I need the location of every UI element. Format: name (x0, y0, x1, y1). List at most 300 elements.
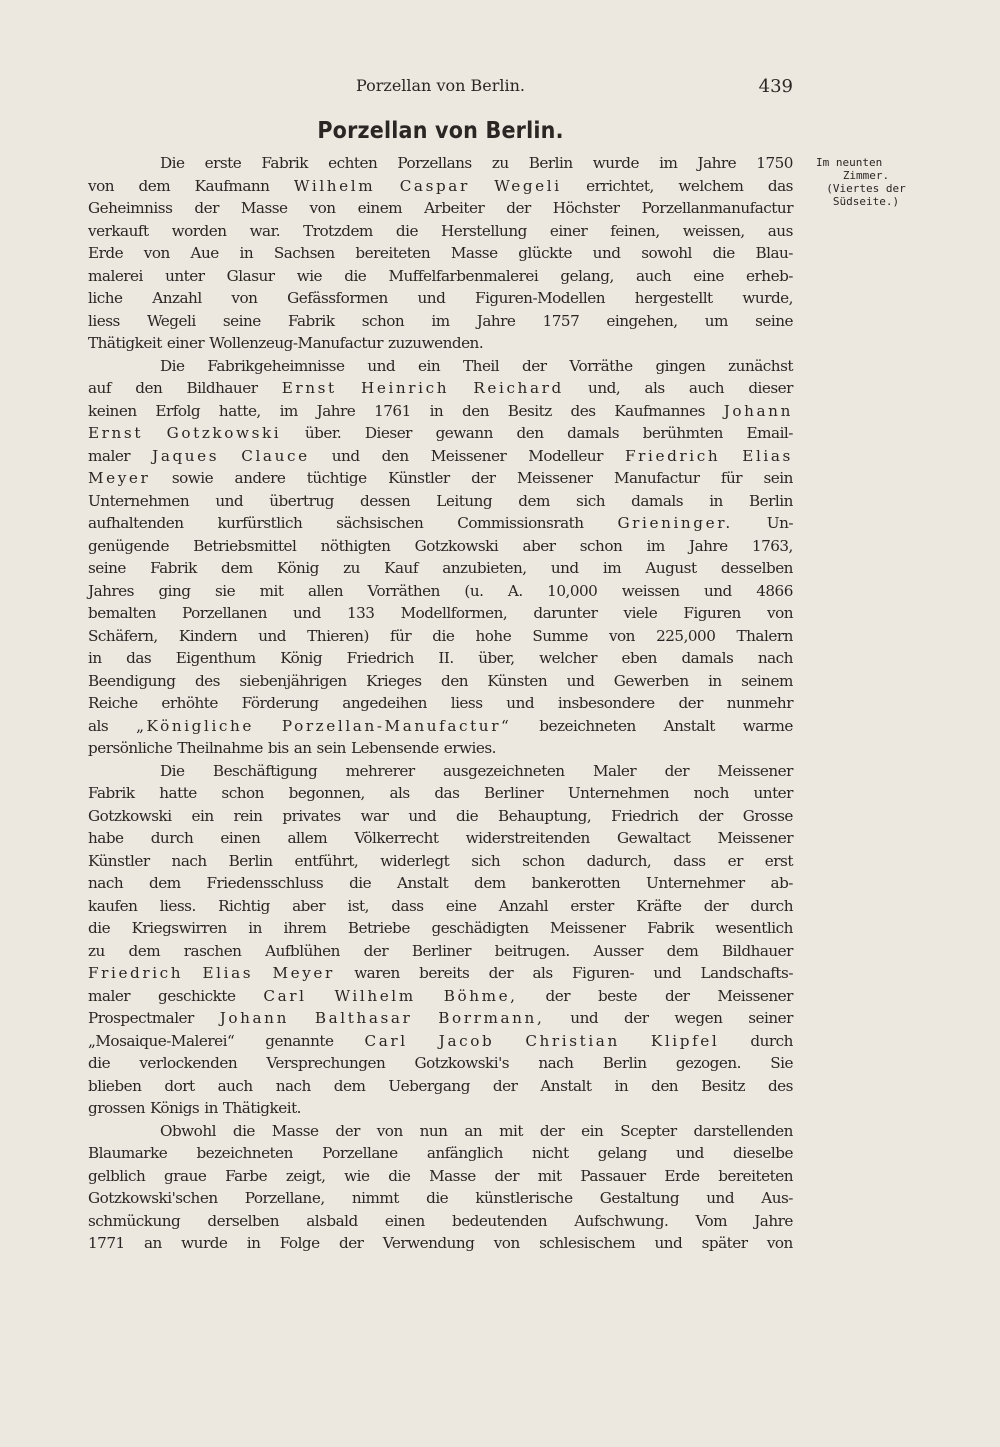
word: Berlin (528, 154, 573, 172)
word: allen (307, 581, 343, 600)
word: die (388, 1166, 411, 1185)
text-line (88, 197, 793, 220)
word: Gewerben (613, 671, 689, 690)
word: von (608, 626, 635, 645)
word: Clauce (241, 446, 310, 465)
text-line (88, 152, 793, 175)
word: für (720, 469, 743, 487)
word: andere (234, 469, 286, 487)
word: und, (588, 379, 621, 397)
word: der (678, 694, 703, 712)
word: des (570, 401, 596, 420)
word: Thätigkeit. (222, 1099, 302, 1117)
word: Carl (263, 986, 307, 1005)
word: derselben (207, 1211, 280, 1230)
word: Commissionsrath (457, 514, 584, 532)
word: der (338, 1234, 364, 1252)
word: Gotzkowski'schen (88, 1189, 218, 1207)
word: auch (217, 1076, 253, 1095)
word: von (376, 1121, 403, 1140)
word: dem (128, 941, 161, 960)
word: gewann (435, 424, 493, 442)
word: Die (160, 761, 185, 780)
word: aufhaltenden (88, 514, 184, 532)
word: einen (220, 829, 261, 847)
text-line (88, 1232, 793, 1255)
word: und (566, 671, 595, 690)
word: schlesischem (539, 1234, 636, 1252)
word: Behauptung, (498, 806, 592, 825)
word: der (363, 941, 389, 960)
word: Summe (532, 626, 588, 645)
word: Betriebe (347, 919, 410, 937)
word: schon (361, 311, 405, 330)
word: Scepter (620, 1121, 677, 1140)
word: sich (576, 491, 605, 510)
word: König (280, 649, 323, 667)
text-line (88, 827, 793, 850)
word: übertrug (269, 491, 334, 510)
word: Manufactur (613, 469, 700, 487)
word: Heinrich (361, 379, 450, 397)
word: Vom (695, 1211, 728, 1230)
word: genannte (265, 1031, 334, 1050)
section-heading: Porzellan von Berlin. (317, 118, 564, 144)
word: siebenjährigen (239, 671, 347, 690)
word: Elias (202, 964, 254, 982)
word: Friedrich (346, 649, 414, 667)
word: war. (249, 221, 281, 240)
word: an (464, 1121, 483, 1140)
word: ein (581, 1121, 604, 1140)
word: verkauft (88, 221, 149, 240)
word: seiner (748, 1009, 793, 1027)
word: in (709, 491, 723, 510)
word: sein (316, 739, 346, 757)
word: liche (88, 289, 123, 307)
word: Sachsen (273, 244, 335, 262)
word: Johann (219, 1009, 289, 1027)
word: und (417, 289, 446, 307)
word: Meissener (517, 469, 593, 487)
word: den (651, 1076, 679, 1095)
word: allem (287, 829, 328, 847)
word: und (367, 356, 396, 375)
word: Kriegswirren (131, 919, 227, 937)
word: worden (171, 221, 227, 240)
text-line (88, 1097, 793, 1120)
word: Berlin (749, 491, 793, 510)
word: A. (507, 581, 523, 600)
word: nun (419, 1121, 448, 1140)
word: Johann (723, 401, 793, 420)
word: Jahre (754, 1211, 793, 1230)
word: ausgezeichneten (442, 761, 565, 780)
word: die (426, 1189, 449, 1207)
word: Fabrik (261, 154, 308, 172)
word: Gotzkowski (88, 806, 172, 825)
word: Balthasar (314, 1009, 413, 1027)
word: seine (88, 559, 126, 577)
word: Aufblühen (265, 941, 340, 960)
margin-note-line: Südseite.) (832, 195, 900, 208)
word: ihrem (283, 919, 327, 937)
word: Wegeli (494, 176, 562, 195)
word: Glasur (226, 266, 275, 285)
word: Geheimniss (88, 199, 173, 217)
word: beitrugen. (494, 941, 570, 960)
word: als (389, 784, 410, 802)
text-line (88, 895, 793, 918)
word: dem (474, 874, 506, 892)
word: von (766, 604, 793, 622)
word: Vorräthen (367, 581, 440, 600)
word: der (623, 1009, 649, 1027)
word: und (676, 1144, 704, 1162)
word: nicht (532, 1144, 569, 1162)
word: die (349, 874, 372, 892)
word: Folge (279, 1234, 320, 1252)
word: Gefässformen (287, 289, 388, 307)
word: der (539, 1121, 565, 1140)
word: Passauer (580, 1166, 646, 1185)
word: aber (522, 536, 556, 555)
word: 4866 (756, 581, 793, 600)
word: dass (391, 896, 424, 915)
word: 1761 (374, 401, 411, 420)
word: Uebergang (388, 1076, 470, 1095)
word: Masse (271, 1121, 319, 1140)
word: desselben (720, 559, 793, 577)
text-line (88, 962, 793, 985)
word: rein (233, 806, 263, 825)
word: den (440, 671, 468, 690)
text-line (88, 220, 793, 243)
word: widerlegt (380, 851, 450, 870)
word: schmückung (88, 1211, 181, 1230)
word: durch (150, 829, 194, 847)
word: Beendigung (88, 671, 176, 690)
word: Caspar (399, 176, 470, 195)
word: Modelleur (528, 446, 603, 465)
word: erheb- (746, 266, 793, 285)
word: den (381, 446, 409, 465)
word: persönliche (88, 739, 173, 757)
text-line (88, 557, 793, 580)
word: um (704, 311, 728, 330)
word: dessen (360, 491, 411, 510)
word: Anstalt (540, 1076, 592, 1095)
word: seine (222, 311, 261, 330)
text-line (88, 535, 793, 558)
word: dem (518, 491, 550, 510)
word: Erde (664, 1166, 700, 1185)
word: die (344, 266, 367, 285)
word: und (706, 1189, 735, 1207)
word: maler (88, 446, 131, 465)
text-line (88, 670, 793, 693)
word: damals (567, 424, 619, 442)
word: von (88, 176, 115, 195)
word: Reiche (88, 694, 138, 712)
word: des (767, 1076, 793, 1095)
word: Erde (88, 244, 124, 262)
word: der (698, 806, 723, 825)
word: der (494, 1166, 519, 1185)
word: nunmehr (726, 694, 793, 712)
word: anzubieten, (442, 559, 527, 577)
word: wurde (592, 154, 640, 172)
word: und (215, 491, 244, 510)
word: grossen (88, 1099, 145, 1117)
word: Friedrich (88, 964, 184, 982)
word: und (703, 581, 732, 600)
word: Berlin (228, 851, 273, 870)
word: Meyer (88, 469, 151, 487)
word: der (194, 199, 219, 217)
word: das (767, 176, 793, 195)
word: privates (282, 806, 341, 825)
word: Friedrich (611, 806, 679, 825)
word: die (88, 1054, 111, 1072)
word: sowohl (641, 244, 692, 262)
word: zeigt, (285, 1166, 326, 1185)
word: Künstler (388, 469, 450, 487)
text-line (88, 1075, 793, 1098)
word: im (279, 401, 298, 420)
word: als (88, 716, 109, 735)
word: Landschafts- (700, 964, 793, 982)
word: einem (357, 199, 403, 217)
word: anfänglich (426, 1144, 503, 1162)
word: Wilhelm (334, 986, 416, 1005)
word: liess (88, 311, 120, 330)
margin-note-line: Im neunten (816, 156, 883, 169)
word: berühmten (642, 424, 723, 442)
word: Friedensschluss (206, 874, 324, 892)
text-line (88, 265, 793, 288)
word: Fabrik (647, 919, 694, 937)
word: zunächst (728, 356, 793, 375)
word: in (614, 1076, 629, 1095)
margin-note (814, 156, 918, 208)
word: wegen (674, 1009, 723, 1027)
word: Jahre (688, 536, 728, 555)
word: welcher (539, 649, 597, 667)
word: Aufschwung. (574, 1211, 669, 1230)
word: Thieren) (307, 626, 369, 645)
word: mehrerer (345, 761, 415, 780)
word: glückte (518, 244, 572, 262)
word: der (488, 964, 514, 982)
word: dass (673, 851, 706, 870)
text-line (88, 1165, 793, 1188)
word: genügende (88, 536, 169, 555)
word: Berliner (484, 784, 544, 802)
word: alsbald (306, 1211, 358, 1230)
word: 1763, (751, 536, 793, 555)
word: Figuren- (572, 964, 635, 982)
word: Herstellung (440, 221, 527, 240)
word: Lebensende (350, 739, 439, 757)
text-line (88, 940, 793, 963)
word: seine (755, 311, 793, 330)
text-line (88, 715, 793, 738)
word: erhöhte (161, 694, 218, 712)
word: Klipfel (650, 1031, 720, 1050)
word: Ernst (281, 379, 337, 397)
text-line (88, 1210, 793, 1233)
word: gezogen. (675, 1054, 742, 1072)
word: der (522, 356, 547, 375)
word: ein (191, 806, 214, 825)
word: Anzahl (498, 896, 549, 915)
word: Vorräthe (569, 356, 633, 375)
word: erwies. (443, 739, 497, 757)
word: Ausser (593, 941, 643, 960)
word: Besitz (701, 1076, 745, 1095)
word: graue (164, 1166, 207, 1185)
word: Grieninger. (617, 514, 733, 532)
word: König (276, 559, 319, 577)
word: geschickte (157, 986, 236, 1005)
word: hatte (159, 784, 197, 802)
word: des (194, 671, 220, 690)
word: Jahre (476, 311, 516, 330)
word: nöthigten (320, 536, 391, 555)
word: Aue (190, 244, 219, 262)
word: Thalern (736, 626, 793, 645)
word: von (493, 1234, 520, 1252)
word: Gotzkowski's (414, 1054, 510, 1072)
word: Aus- (761, 1189, 793, 1207)
text-line (88, 445, 793, 468)
word: Anstalt (397, 874, 449, 892)
text-line (88, 985, 793, 1008)
word: mit (537, 1166, 562, 1185)
word: Reichard (473, 379, 564, 397)
word: Blaumarke (88, 1144, 168, 1162)
word: später (701, 1234, 748, 1252)
word: echten (328, 154, 378, 172)
word: das (434, 784, 460, 802)
word: nimmt (351, 1189, 399, 1207)
word: mit (499, 1121, 523, 1140)
word: Leitung (436, 491, 493, 510)
word: kurfürstlich (217, 514, 303, 532)
text-line (88, 287, 793, 310)
word: sächsischen (336, 514, 424, 532)
word: insbesondere (557, 694, 655, 712)
word: Theilnahme (177, 739, 263, 757)
word: Blau- (755, 244, 793, 262)
word: und (506, 694, 535, 712)
word: in (239, 244, 254, 262)
word: Anstalt (663, 716, 715, 735)
text-line (88, 1142, 793, 1165)
word: Elias (742, 446, 793, 465)
word: warme (742, 716, 793, 735)
word: bereits (419, 964, 470, 982)
word: Muffelfarbenmalerei (388, 266, 539, 285)
word: nach (171, 851, 207, 870)
text-line (88, 692, 793, 715)
word: Richtig (218, 896, 270, 915)
word: Königs (149, 1099, 200, 1117)
word: Porzellane, (244, 1189, 325, 1207)
word: die (232, 1121, 255, 1140)
word: maler (88, 986, 131, 1005)
word: Versprechungen (266, 1054, 386, 1072)
text-line (88, 782, 793, 805)
word: und (654, 1234, 683, 1252)
word: 133 (346, 604, 375, 622)
text-line (88, 602, 793, 625)
text-line (88, 377, 793, 400)
word: Berlin (602, 1054, 647, 1072)
word: dieselbe (733, 1144, 793, 1162)
word: und (408, 806, 437, 825)
word: zu (88, 941, 105, 960)
word: „Mosaique-Malerei“ (88, 1031, 235, 1050)
word: unter (753, 784, 793, 802)
word: die (432, 626, 455, 645)
text-line (88, 467, 793, 490)
word: eingehen, (606, 311, 678, 330)
text-line (88, 490, 793, 513)
word: August (645, 559, 697, 577)
word: Porzellanen (182, 604, 267, 622)
word: Kaufmannes (614, 401, 705, 420)
running-title: Porzellan von Berlin. (355, 76, 526, 95)
word: Meissener (430, 446, 507, 465)
word: Farbe (225, 1166, 268, 1185)
word: im (659, 154, 678, 172)
word: Porzellane (322, 1144, 398, 1162)
word: als (532, 964, 553, 982)
word: 1757 (542, 311, 580, 330)
word: der (335, 1121, 360, 1140)
text-line (88, 242, 793, 265)
word: habe (88, 829, 124, 847)
word: Trotzdem (303, 221, 373, 240)
word: und (550, 559, 579, 577)
word: und (570, 1009, 599, 1027)
word: Christian (525, 1031, 620, 1050)
text-line (88, 1030, 793, 1053)
word: von (766, 1234, 793, 1252)
word: dem (333, 1076, 366, 1095)
word: 1750 (756, 154, 793, 172)
word: Künsten (487, 671, 548, 690)
word: Arbeiter (424, 199, 485, 217)
word: eben (621, 649, 657, 667)
word: Ernst (88, 424, 144, 442)
word: Masse (450, 244, 498, 262)
word: Gotzkowski (166, 424, 282, 442)
word: in (429, 401, 444, 420)
word: sein (763, 469, 793, 487)
word: tüchtige (306, 469, 367, 487)
word: an (143, 1234, 162, 1252)
running-header (88, 76, 793, 100)
word: die (88, 919, 111, 937)
word: schon (522, 851, 565, 870)
word: hohe (475, 626, 512, 645)
word: mit (259, 581, 284, 600)
word: Verwendung (382, 1234, 475, 1252)
word: Masse (240, 199, 288, 217)
